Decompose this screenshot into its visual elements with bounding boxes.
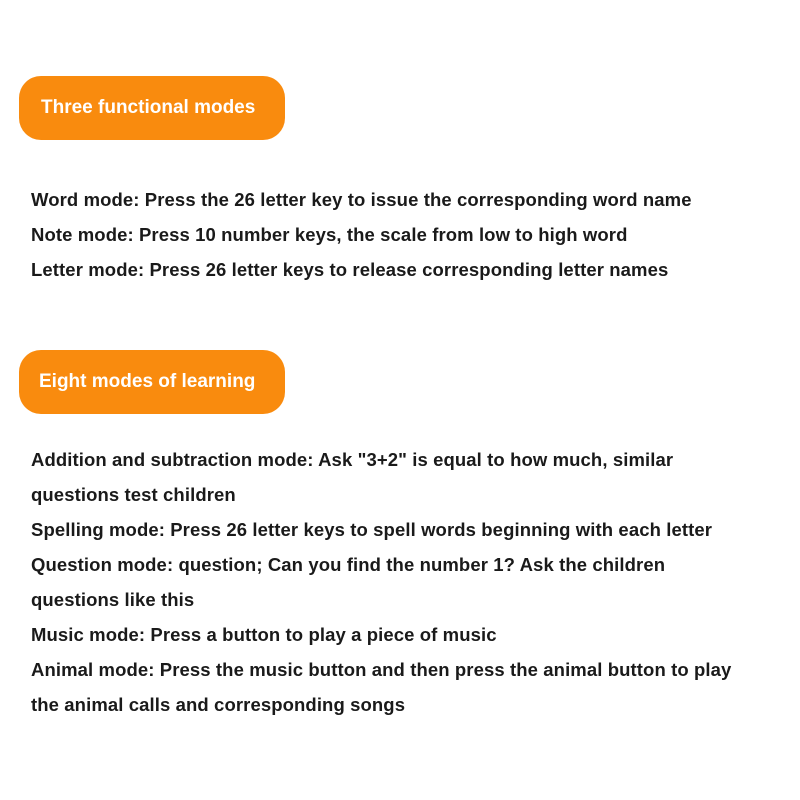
text-line: Music mode: Press a button to play a piece of music bbox=[31, 624, 497, 645]
text-line: questions test children bbox=[31, 484, 236, 505]
text-line: Note mode: Press 10 number keys, the scale from low to high word bbox=[31, 224, 628, 245]
text-line: Letter mode: Press 26 letter keys to release corresponding letter names bbox=[31, 259, 669, 280]
section-heading-functional-modes bbox=[19, 76, 285, 140]
section-heading-label: Three functional modes bbox=[41, 97, 256, 118]
text-line: Spelling mode: Press 26 letter keys to spell words beginning with each letter bbox=[31, 519, 713, 540]
section-heading-learning-modes bbox=[19, 350, 285, 414]
functional-modes-list bbox=[31, 182, 692, 287]
text-line: Animal mode: Press the music button and then press the animal button to play bbox=[31, 659, 732, 680]
text-line: Question mode: question; Can you find the number 1? Ask the children bbox=[31, 554, 666, 575]
learning-modes-list bbox=[31, 442, 731, 722]
text-line: questions like this bbox=[31, 589, 195, 610]
text-line: the animal calls and corresponding songs bbox=[31, 694, 406, 715]
text-line: Addition and subtraction mode: Ask "3+2" is equal to how much, similar bbox=[31, 449, 674, 470]
text-line: Word mode: Press the 26 letter key to issue the corresponding word name bbox=[31, 189, 692, 210]
section-heading-label: Eight modes of learning bbox=[39, 371, 256, 392]
